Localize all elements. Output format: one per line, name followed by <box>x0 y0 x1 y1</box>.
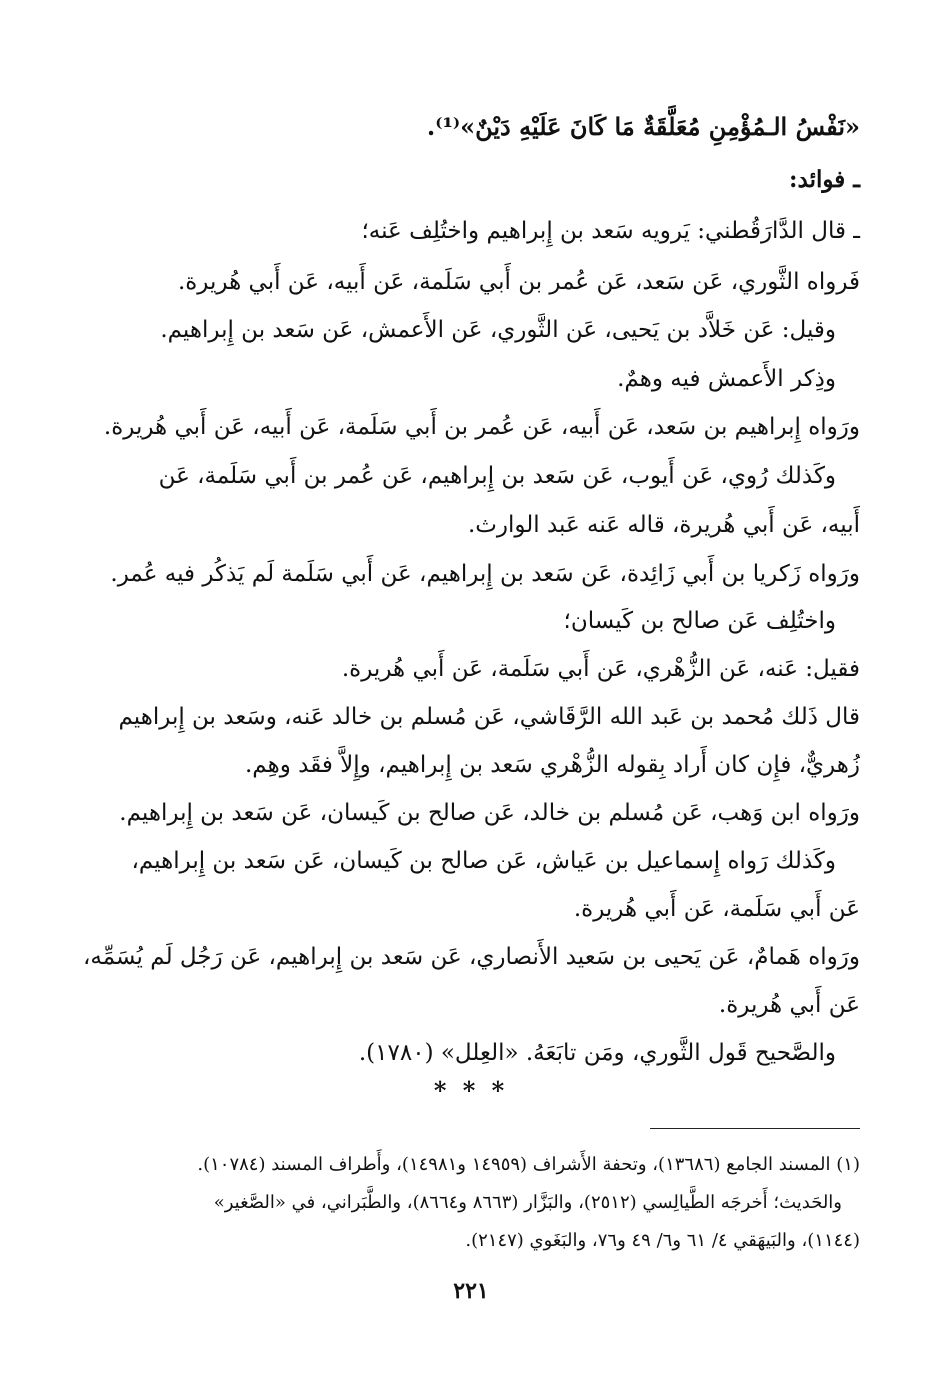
text-line: ورَواه زَكريا بن أَبي زَائِدة، عَن سَعد بن إِبراهيم، عَن أَبي سَلَمة لَم يَذكُر فيه عُمر. <box>110 561 860 587</box>
footnote-line: والحَديث؛ أَخرجَه الطَّيالِسي (٢٥١٢)، والبَزَّار (٨٦٦٣ و٨٦٦٤)، والطَّبَراني، في «الصَّغير» <box>213 1192 842 1213</box>
text-line: ورَواه ابن وَهب، عَن مُسلم بن خالد، عَن صالح بن كَيسان، عَن سَعد بن إِبراهيم. <box>119 800 860 826</box>
page-number: ٢٢١ <box>453 1278 489 1304</box>
text-line: ورَواه هَمامٌ، عَن يَحيى بن سَعيد الأَنصاري، عَن سَعد بن إِبراهيم، عَن رَجُل لَم يُسَمِّه، <box>82 944 860 970</box>
text-line: أَبيه، عَن أَبي هُريرة، قاله عَنه عَبد الوارث. <box>467 512 860 538</box>
text-line: عَن أَبي هُريرة. <box>718 992 860 1018</box>
text-line: ورَواه إِبراهيم بن سَعد، عَن أَبيه، عَن عُمر بن أَبي سَلَمة، عَن أَبيه، عَن أَبي هُريرة. <box>103 414 860 440</box>
text-line: زُهريٌّ، فإِن كان أَراد بِقوله الزُّهْري سَعد بن إِبراهيم، وإِلاَّ فقَد وهِم. <box>244 752 860 778</box>
text-line: وقيل: عَن خَلاَّد بن يَحيى، عَن الثَّوري، عَن الأَعمش، عَن سَعد بن إِبراهيم. <box>160 317 836 343</box>
text-line: وذِكر الأَعمش فيه وهمٌ. <box>617 366 836 392</box>
text-line: والصَّحيح قَول الثَّوري، ومَن تابَعَهُ. «العِلل» (١٧٨٠). <box>358 1040 836 1066</box>
text-line: فقيل: عَنه، عَن الزُّهْري، عَن أَبي سَلَمة، عَن أَبي هُريرة. <box>341 656 860 682</box>
footnote-divider <box>650 1128 860 1129</box>
section-stars: * * * <box>433 1076 509 1105</box>
text-line: عَن أَبي سَلَمة، عَن أَبي هُريرة. <box>573 896 860 922</box>
footnote-line: (١١٤٤)، والبَيهَقي ٤/ ٦١ و٦/ ٤٩ و٧٦، والبَغَوي (٢١٤٧). <box>465 1230 860 1251</box>
text-line: قال ذَلك مُحمد بن عَبد الله الرَّقَاشي، عَن مُسلم بن خالد عَنه، وسَعد بن إِبراهيم <box>118 704 860 730</box>
text-line: وكَذلك رُوي، عَن أَيوب، عَن سَعد بن إِبراهيم، عَن عُمر بن أَبي سَلَمة، عَن <box>158 463 836 489</box>
hadith-text: «نَفْسُ الـمُؤْمِنِ مُعَلَّقَةٌ مَا كَانَ عَلَيْهِ دَيْنٌ»⁽¹⁾. <box>426 112 860 141</box>
text-line: ـ قال الدَّارَقُطني: يَرويه سَعد بن إِبراهيم واختُلِف عَنه؛ <box>361 218 860 244</box>
footnote-line: (١) المسند الجامع (١٣٦٨٦)، وتحفة الأَشراف (١٤٩٥٩ و١٤٩٨١)، وأَطراف المسند (١٠٧٨٤). <box>197 1154 860 1175</box>
section-heading: ـ فوائد: <box>789 166 860 193</box>
text-line: واختُلِف عَن صالح بن كَيسان؛ <box>563 608 836 634</box>
text-line: وكَذلك رَواه إِسماعيل بن عَياش، عَن صالح بن كَيسان، عَن سَعد بن إِبراهيم، <box>131 848 836 874</box>
text-line: فَرواه الثَّوري، عَن سَعد، عَن عُمر بن أَبي سَلَمة، عَن أَبيه، عَن أَبي هُريرة. <box>177 269 860 295</box>
